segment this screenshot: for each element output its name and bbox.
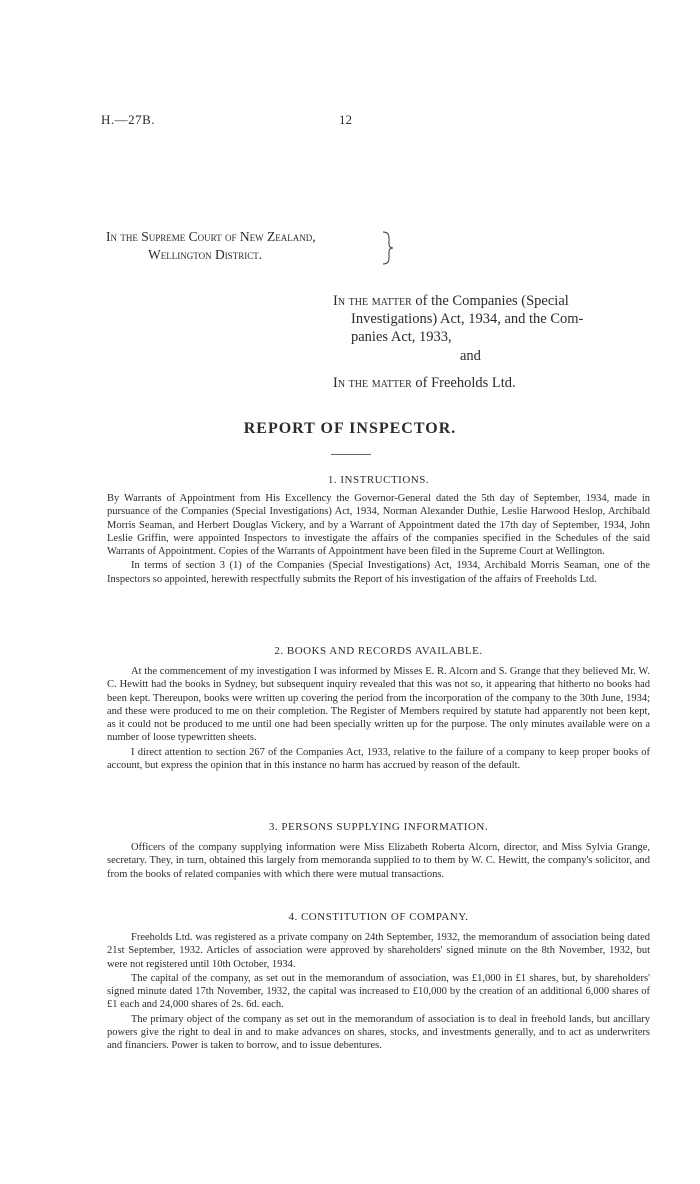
matter-and: and xyxy=(460,348,481,364)
court-name: In the Supreme Court of New Zealand, xyxy=(106,229,316,244)
matter-prefix-2: In the matter xyxy=(333,375,412,391)
section-heading-constitution: 4. CONSTITUTION OF COMPANY. xyxy=(288,911,469,923)
section-heading-instructions: 1. INSTRUCTIONS. xyxy=(327,474,430,486)
section-body-constitution xyxy=(107,931,650,1053)
paragraph: I direct attention to section 267 of the Companies Act, 1933, relative to the failure of a company to keep proper books of account, but express the opinion that in this instance no harm has accrued by reason of the default. xyxy=(107,746,650,772)
matter-companies-act xyxy=(333,292,653,346)
matter-text-2: of Freeholds Ltd. xyxy=(415,375,516,391)
matter-freeholds xyxy=(333,374,653,392)
paragraph: At the commencement of my investigation I was informed by Misses E. R. Alcorn and S. Grange that they believed Mr. W. C. Hewitt had the books in Sydney, but subsequent inquiry revealed that this was not so, it appearing that hitherto no books had been kept. Thereupon, books were written up covering the period from the incorporation of the company to the 30th June, 1934; and these were produced to me on their completion. The Register of Members required by statute had apparently not been kept, as it could not be produced to me until one had been specially written up for the purpose. The only minutes available were on a number of loose typewritten sheets. xyxy=(107,666,650,744)
section-heading-persons: 3. PERSONS SUPPLYING INFORMATION. xyxy=(268,821,489,833)
report-title: REPORT OF INSPECTOR. xyxy=(243,420,457,437)
paragraph: Officers of the company supplying information were Miss Elizabeth Roberta Alcorn, director, and Miss Sylvia Grange, secretary. They, in turn, obtained this largely from memoranda supplied to to them by W. C. Hewitt, the company's solicitor, and from the books of related companies with which there were mutual transactions. xyxy=(107,842,650,880)
paragraph: By Warrants of Appointment from His Excellency the Governor-General dated the 5th day of September, 1934, made in pursuance of the Companies (Special Investigations) Act, 1934, Norman Alexander Duthie, Leslie Harwood Heslop, Archibald Morris Seaman, and Herbert Douglas Vickery, and by a Warrant of Appointment dated the 17th day of September, 1934, John Leslie Griffin, were appointed Inspectors to investigate the affairs of the companies specified in the Schedules of the said Warrants of Appointment. Copies of the Warrants of Appointment have been filed in the Supreme Court at Wellington. xyxy=(107,493,650,558)
page-header xyxy=(0,112,700,132)
court-heading xyxy=(106,228,406,264)
matter-prefix: In the matter xyxy=(333,293,412,309)
matter-text-line2: Investigations) Act, 1934, and the Com- xyxy=(351,311,584,327)
brace-icon xyxy=(381,230,395,266)
court-district: Wellington District. xyxy=(148,247,263,262)
section-body-persons xyxy=(107,841,650,881)
matter-text-line3: panies Act, 1933, xyxy=(351,329,452,345)
paragraph: Freeholds Ltd. was registered as a private company on 24th September, 1932, the memorandum of association being dated 21st September, 1932. Articles of association were approved by shareholders' signed minute on the 8th November, 1932, but were not registered until 10th October, 1934. xyxy=(107,932,650,970)
paragraph: The primary object of the company as set out in the memorandum of association is to deal in freehold lands, but ancillary powers give the right to deal in and to make advances on shares, stocks, and investments generally, and to act as underwriters and financiers. Power is taken to borrow, and to issue debentures. xyxy=(107,1013,650,1052)
paragraph: The capital of the company, as set out in the memorandum of association, was £1,000 in £1 shares, but, by shareholders' signed minute dated 17th November, 1932, the capital was increased to £10,000 by the creation of an additional 6,000 shares of £1 each and 24,000 shares of 2s. 6d. each. xyxy=(107,972,650,1011)
section-heading-books: 2. BOOKS AND RECORDS AVAILABLE. xyxy=(274,645,483,657)
title-divider xyxy=(331,454,371,455)
page-number: 12 xyxy=(339,112,352,127)
section-body-books xyxy=(107,665,650,772)
paragraph: In terms of section 3 (1) of the Companies (Special Investigations) Act, 1934, Archibald Morris Seaman, one of the Inspectors so appointed, herewith respectfully submits the Report of his investigation of the affairs of Freeholds Ltd. xyxy=(107,560,650,585)
document-reference: H.—27B. xyxy=(101,112,156,127)
section-body-instructions xyxy=(107,492,650,586)
matter-text: of the Companies (Special xyxy=(415,293,569,309)
